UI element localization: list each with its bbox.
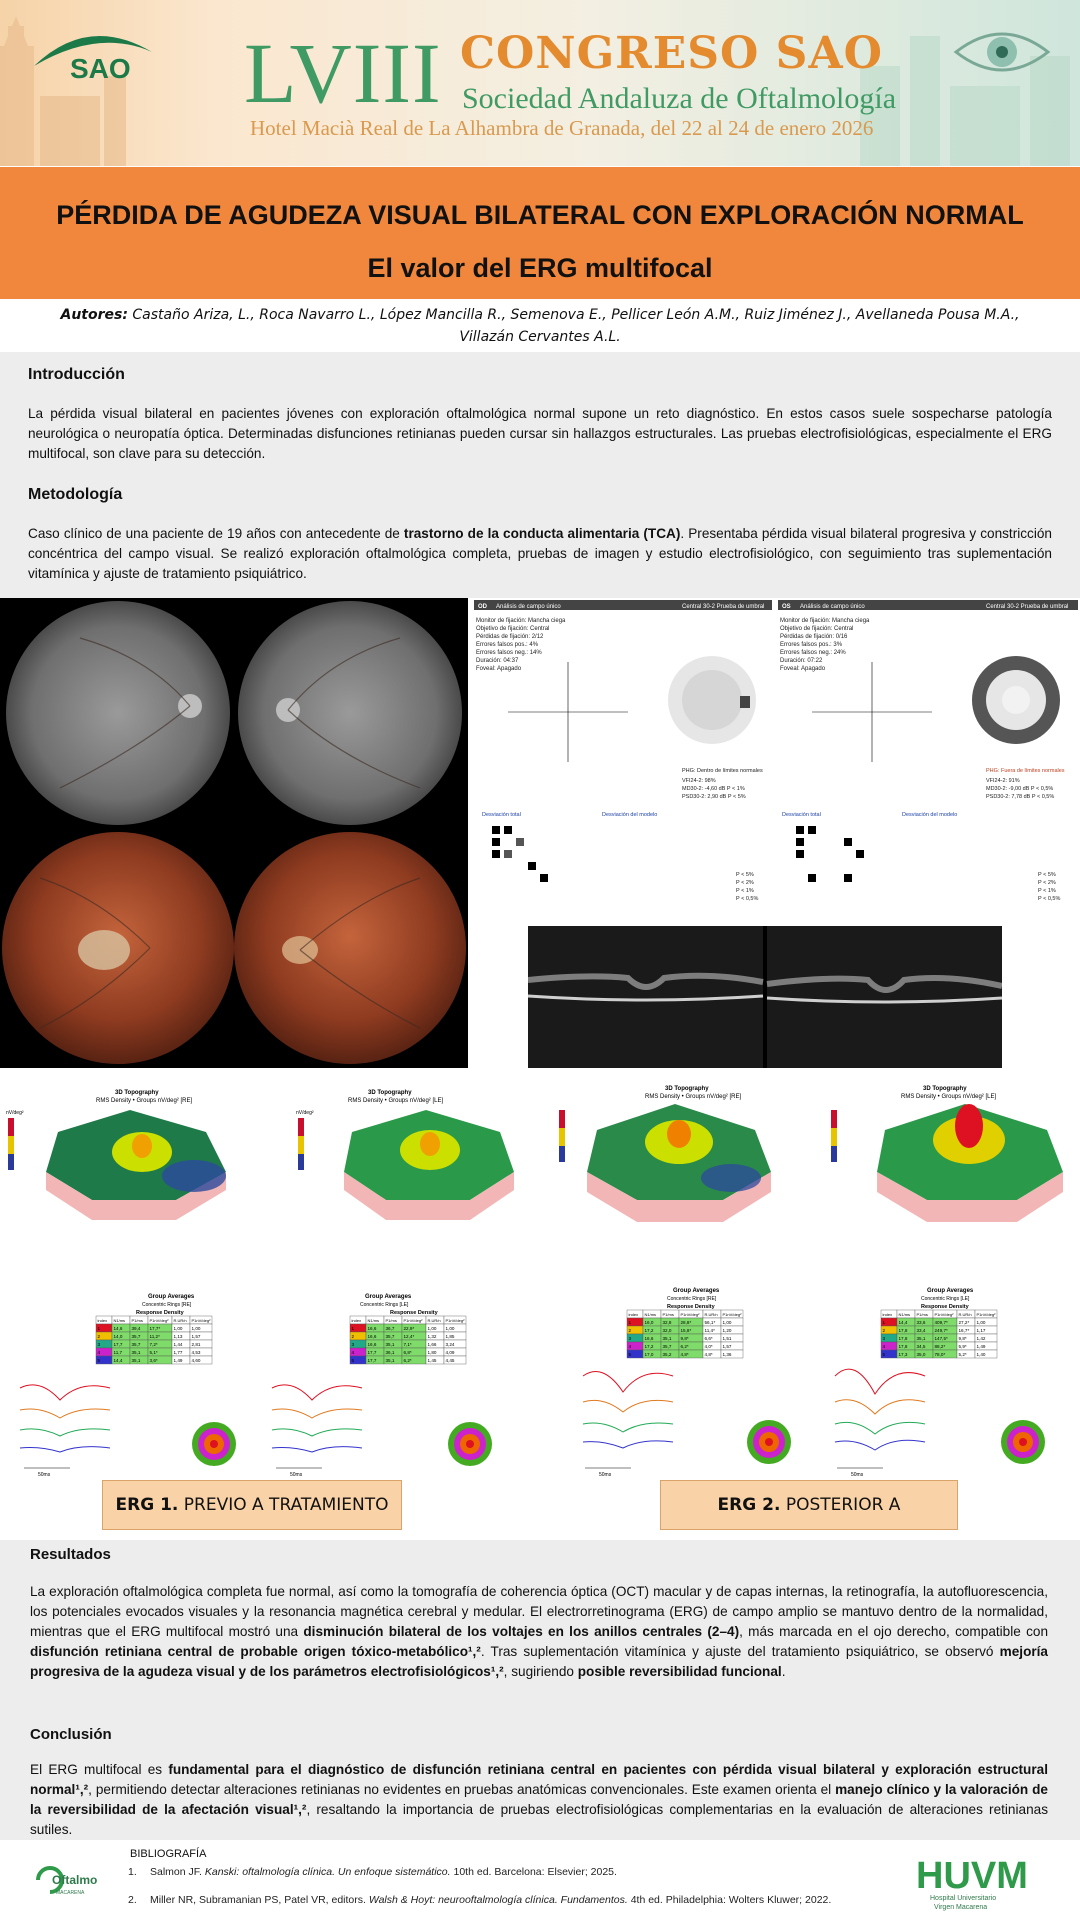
table-cell: 1,85 (445, 1334, 455, 1339)
table-cell: 1,00 (173, 1326, 183, 1331)
huvm-logo-sub: Virgen Macarena (934, 1904, 988, 1911)
methods-text-b: . Presentaba pérdida visual bilateral progresiva y constricción concéntrica del campo visual. Se realizó exploración oftalmológica completa, pruebas de imagen y estudio electrofisiológico, con seguimiento tras suplementación vitamínica y ajuste de tratamiento psiquiátrico. (28, 526, 1052, 581)
table-header-cell: P1/ms (131, 1318, 143, 1323)
table-cell: 35,1 (131, 1350, 141, 1355)
table-cell: 5 (628, 1352, 632, 1357)
table-header-cell: R.UR/n (704, 1312, 718, 1317)
vf-legend: P < 2% (736, 880, 754, 886)
results-heading: Resultados (30, 1546, 111, 1563)
table-header-cell: P1nV/deg² (680, 1312, 700, 1317)
mferg-table-le (350, 1310, 466, 1364)
vf-legend: P < 1% (736, 888, 754, 894)
topo-title: 3D Topography (115, 1090, 159, 1096)
table-header-cell: index (97, 1318, 108, 1323)
table-cell: 4 (351, 1350, 355, 1355)
table-header-cell: index (882, 1312, 893, 1317)
table-cell: 17,2 (644, 1328, 654, 1333)
vf-os-field: Monitor de fijación: Mancha ciega (780, 618, 870, 624)
group-subtitle: Concentric Rings [LE] (921, 1296, 970, 1302)
table-header-cell: index (351, 1318, 362, 1323)
vf-os-field: Pérdidas de fijación: 0/16 (780, 634, 848, 640)
table-header-cell: R.UR/n (958, 1312, 972, 1317)
table-cell: 32,0 (662, 1328, 672, 1333)
vf-legend: P < 0,5% (1038, 896, 1061, 902)
vf-legend: P < 5% (1038, 872, 1056, 878)
table-cell: 5,2* (958, 1352, 967, 1357)
table-cell: 7,2* (149, 1342, 158, 1347)
table-cell: 1 (351, 1326, 355, 1331)
table-cell: 35,1 (131, 1358, 141, 1363)
topo-title: 3D Topography (923, 1086, 967, 1092)
vf-os-field: Objetivo de fijación: Central (780, 626, 854, 632)
table-cell: 5 (351, 1358, 355, 1363)
table-cell: 35,7 (385, 1334, 395, 1339)
table-cell: 4 (97, 1350, 101, 1355)
table-header-cell: P1/ms (916, 1312, 928, 1317)
table-cell: 35,7 (662, 1344, 672, 1349)
table-cell: 1,13 (173, 1334, 183, 1339)
topo-subtitle: RMS Density • Groups nV/deg² [LE] (348, 1098, 444, 1104)
reference-1: 1. Salmon JF. Kanski: oftalmología clínica. Un enfoque sistemático. 10th ed. Barcelona: Elsevier; 2025. (128, 1866, 617, 1878)
society-name: Sociedad Andaluza de Oftalmología (462, 82, 897, 115)
poster-title: PÉRDIDA DE AGUDEZA VISUAL BILATERAL CON EXPLORACIÓN NORMAL (56, 200, 1024, 230)
table-cell: 4,45 (445, 1358, 455, 1363)
table-title: Response Density (921, 1304, 969, 1310)
mferg-table-re (627, 1304, 743, 1358)
table-cell: 17,2 (644, 1344, 654, 1349)
oct-scan-panel (528, 926, 1002, 1068)
topo-title: 3D Topography (368, 1090, 412, 1096)
table-header-cell: N1/ms (113, 1318, 126, 1323)
table-cell: 11,2* (149, 1334, 160, 1339)
table-cell: 7,1* (403, 1342, 412, 1347)
table-cell: 12,4* (403, 1334, 415, 1339)
eye-emblem-icon (952, 22, 1052, 82)
table-cell: 4,09 (445, 1350, 455, 1355)
timebase-label: 50ms (38, 1472, 51, 1478)
table-cell: 1,80 (427, 1350, 437, 1355)
table-cell: 15,8* (680, 1328, 692, 1333)
mferg-table-re (96, 1310, 212, 1364)
vf-od-grayscale (668, 656, 756, 744)
table-cell: 3 (628, 1336, 632, 1341)
table-header-cell: R.UR/n (427, 1318, 441, 1323)
timebase-label: 50ms (599, 1472, 612, 1478)
methods-text-a: Caso clínico de una paciente de 19 años con antecedente de (28, 526, 404, 541)
erg2-caption (660, 1480, 958, 1530)
table-cell: 56,1* (704, 1320, 716, 1325)
table-cell: 39,4 (131, 1326, 141, 1331)
table-cell: 14,4 (898, 1320, 908, 1325)
table-cell: 1,49 (173, 1358, 183, 1363)
group-title: Group Averages (927, 1288, 974, 1294)
table-cell: 1,00 (976, 1320, 986, 1325)
scale-unit: nV/deg² (6, 1110, 24, 1116)
table-cell: 16,7* (958, 1328, 970, 1333)
vf-od-stat: PHG: Dentro de límites normales (682, 768, 763, 774)
table-header-cell: N1/ms (367, 1318, 380, 1323)
table-cell: 9,8* (958, 1336, 967, 1341)
conclusion-heading: Conclusión (30, 1726, 112, 1743)
table-cell: 35,1 (385, 1342, 395, 1347)
vf-od-stat: MD30-2: -4,60 dB P < 1% (682, 786, 745, 792)
vf-os-stat: MD30-2: -9,00 dB P < 0,5% (986, 786, 1054, 792)
table-cell: 17,8 (898, 1336, 908, 1341)
table-cell: 2 (628, 1328, 632, 1333)
table-cell: 17,7 (367, 1358, 377, 1363)
vf-od-field: Foveal: Apagado (476, 666, 522, 672)
methods-text-bold: trastorno de la conducta alimentaria (TCA) (403, 526, 681, 541)
table-cell: 22,9* (403, 1326, 415, 1331)
topo-title: 3D Topography (665, 1086, 709, 1092)
table-cell: 9,8* (680, 1336, 689, 1341)
colorbar-re (8, 1118, 14, 1170)
retinography-left-eye (234, 832, 466, 1064)
table-cell: 5,1* (149, 1350, 158, 1355)
table-cell: 4,53 (191, 1350, 201, 1355)
table-cell: 17,7* (149, 1326, 161, 1331)
table-cell: 4,8* (704, 1352, 713, 1357)
vf-od-program: Central 30-2 Prueba de umbral (682, 604, 765, 610)
table-cell: 35,7 (131, 1342, 141, 1347)
group-subtitle: Concentric Rings [LE] (360, 1302, 409, 1308)
table-cell: 1,45 (427, 1358, 437, 1363)
vf-od-total-dev: Desviación total (482, 812, 521, 818)
reference-2: 2. Miller NR, Subramanian PS, Patel VR, editors. Walsh & Hoyt: neurooftalmología clínica. Fundamentos. 4th ed. Philadelphia: Wolters Kluwer; 2022. (128, 1894, 832, 1906)
table-header-cell: P1/ms (662, 1312, 674, 1317)
table-cell: 2 (97, 1334, 101, 1339)
table-cell: 14,4 (113, 1358, 123, 1363)
vf-od-total-dev-plot (492, 826, 548, 882)
table-cell: 4,60 (191, 1358, 201, 1363)
congress-header (0, 0, 1080, 166)
table-cell: 6,2* (403, 1358, 412, 1363)
vf-od-field: Duración: 04:37 (476, 658, 519, 664)
table-cell: 34,5 (916, 1344, 926, 1349)
hexagon-map-re (192, 1422, 236, 1466)
table-header-cell: N1/ms (898, 1312, 911, 1317)
vf-legend: P < 0,5% (736, 896, 759, 902)
bibliography-heading: BIBLIOGRAFÍA (130, 1848, 207, 1860)
table-cell: 1 (628, 1320, 632, 1325)
vf-os-stat: PSD30-2: 7,78 dB P < 0,5% (986, 794, 1055, 800)
timebase-label: 50ms (851, 1472, 864, 1478)
vf-os-pattern-dev: Desviación del modelo (902, 812, 958, 818)
table-cell: 3,6* (149, 1358, 158, 1363)
scale-unit: nV/deg² (296, 1110, 314, 1116)
table-cell: 3 (97, 1342, 101, 1347)
table-cell: 35,2 (662, 1352, 672, 1357)
table-cell: 6,8* (403, 1350, 412, 1355)
vf-os-header: Análisis de campo único (800, 604, 865, 610)
table-cell: 35,1 (916, 1336, 926, 1341)
congress-number: LVIII (244, 25, 442, 121)
table-cell: 17,8 (898, 1344, 908, 1349)
group-subtitle: Concentric Rings [RE] (667, 1296, 717, 1302)
table-cell: 147,5* (934, 1336, 948, 1341)
table-header-cell: P1nV/deg² (722, 1312, 742, 1317)
topo-subtitle: RMS Density • Groups nV/deg² [LE] (901, 1094, 997, 1100)
vf-od-stat: VFI24-2: 98% (682, 778, 716, 784)
sao-logo (28, 22, 158, 82)
erg1-panel (0, 1080, 518, 1478)
table-cell: 17,7 (113, 1342, 123, 1347)
table-cell: 36,7 (385, 1326, 395, 1331)
table-cell: 33,6 (916, 1320, 926, 1325)
vf-legend: P < 5% (736, 872, 754, 878)
topo-subtitle: RMS Density • Groups nV/deg² [RE] (645, 1094, 742, 1100)
table-cell: 16,0 (644, 1320, 654, 1325)
erg2-caption-text: POSTERIOR A (785, 1495, 901, 1515)
table-header-cell: P1/ms (385, 1318, 397, 1323)
table-cell: 33,4 (916, 1328, 926, 1333)
huvm-logo-text: HUVM (916, 1855, 1028, 1897)
intro-heading: Introducción (28, 366, 125, 383)
fundus-images-panel (0, 598, 468, 1068)
erg1-caption (102, 1480, 402, 1530)
vf-os-field: Errores falsos pos.: 3% (780, 642, 843, 648)
authors-label: Autores: (60, 307, 128, 323)
table-cell: 2 (351, 1334, 355, 1339)
table-header-cell: P1nV/deg² (445, 1318, 465, 1323)
vf-os-stat: PHG: Fuera de límites normales (986, 768, 1065, 774)
hexagon-map-le (448, 1422, 492, 1466)
table-cell: 1,44 (173, 1342, 183, 1347)
hexagon-map-le (1001, 1420, 1045, 1464)
group-title: Group Averages (673, 1288, 720, 1294)
oct-scan-left-eye (767, 926, 1002, 1068)
autofluorescence-left-eye (238, 601, 462, 825)
vf-os-threshold-grid (812, 662, 932, 762)
table-cell: 1,66 (427, 1342, 437, 1347)
vf-os-field: Duración: 07:22 (780, 658, 823, 664)
colorbar-re (559, 1110, 565, 1162)
table-cell: 2 (882, 1328, 886, 1333)
table-cell: 17,0 (644, 1352, 654, 1357)
table-cell: 249,7* (934, 1328, 948, 1333)
table-header-cell: P1nV/deg² (149, 1318, 169, 1323)
huvm-logo-sub: Hospital Universitario (930, 1895, 997, 1902)
table-header-cell: P1nV/deg² (191, 1318, 211, 1323)
table-header-cell: index (628, 1312, 639, 1317)
oftalmo-macarena-logo (30, 1858, 110, 1904)
table-cell: 1 (882, 1320, 886, 1325)
table-cell: 1,32 (427, 1334, 437, 1339)
vf-os-total-dev-plot (796, 826, 864, 882)
table-cell: 16,6 (367, 1326, 377, 1331)
table-cell: 4,8* (680, 1352, 689, 1357)
vf-os-stat: VFI24-2: 91% (986, 778, 1020, 784)
table-cell: 16,6 (644, 1336, 654, 1341)
authors (40, 304, 1040, 348)
mferg-table-le (881, 1304, 997, 1358)
table-cell: 14,6 (113, 1326, 123, 1331)
table-title: Response Density (136, 1310, 184, 1316)
vf-od-pattern-dev: Desviación del modelo (602, 812, 658, 818)
table-header-cell: N1/ms (644, 1312, 657, 1317)
group-subtitle: Concentric Rings [RE] (142, 1302, 192, 1308)
table-cell: 1 (97, 1326, 101, 1331)
intro-text: La pérdida visual bilateral en pacientes jóvenes con exploración oftalmológica normal supone un reto diagnóstico. En estos casos suele sospecharse patología neurológica o neuropatía óptica. Determinadas disfunciones retinianas pueden cursar sin hallazgos estructurales. Las pruebas electrofisiológicas, especialmente el ERG multifocal, son clave para su detección. (28, 406, 1052, 461)
vf-od-field: Pérdidas de fijación: 2/12 (476, 634, 544, 640)
vf-legend: P < 1% (1038, 888, 1056, 894)
table-cell: 1,42 (976, 1336, 986, 1341)
poster-subtitle: El valor del ERG multifocal (367, 253, 713, 283)
table-cell: 35,1 (385, 1358, 395, 1363)
vf-od-header: Análisis de campo único (496, 604, 561, 610)
table-cell: 16,6 (367, 1342, 377, 1347)
table-cell: 1,49 (976, 1344, 986, 1349)
oftalmo-logo-sub: MACARENA (56, 1890, 85, 1896)
table-cell: 27,2* (958, 1320, 970, 1325)
table-cell: 4 (628, 1344, 632, 1349)
oftalmo-logo-text: Oftalmo (52, 1873, 98, 1887)
vf-os-total-dev: Desviación total (782, 812, 821, 818)
table-title: Response Density (667, 1304, 715, 1310)
erg1-caption-bold: ERG 1. (115, 1495, 179, 1515)
table-cell: 1,20 (722, 1328, 732, 1333)
table-cell: 28,8* (680, 1320, 692, 1325)
table-cell: 3 (351, 1342, 355, 1347)
table-cell: 35,1 (662, 1336, 672, 1341)
table-cell: 1,40 (976, 1352, 986, 1357)
table-cell: 17,7 (367, 1350, 377, 1355)
vf-os-grayscale (972, 656, 1060, 744)
table-header-cell: P1nV/deg² (934, 1312, 954, 1317)
visual-field-panel (472, 598, 1080, 916)
table-cell: 32,8 (662, 1320, 672, 1325)
erg2-panel (555, 1080, 1080, 1478)
table-cell: 5,9* (958, 1344, 967, 1349)
vf-od-stat: PSD30-2: 2,90 dB P < 5% (682, 794, 746, 800)
table-cell: 1,77 (173, 1350, 183, 1355)
vf-od-field: Monitor de fijación: Mancha ciega (476, 618, 566, 624)
table-cell: 1,00 (445, 1326, 455, 1331)
table-cell: 17,8 (898, 1328, 908, 1333)
table-cell: 88,2* (934, 1344, 946, 1349)
table-header-cell: P1nV/deg² (976, 1312, 996, 1317)
colorbar-le (298, 1118, 304, 1170)
vf-od-eye: OD (478, 604, 487, 610)
table-cell: 3 (882, 1336, 886, 1341)
erg2-caption-bold: ERG 2. (717, 1495, 781, 1515)
conclusion-text: El ERG multifocal es fundamental para el diagnóstico de disfunción retiniana central en pacientes con pérdida visual bilateral y exploración estructural normal¹,², permitiendo detectar alteraciones retinianas no evidentes en pruebas anatómicas convencionales. Este examen orienta el manejo clínico y la valoración de la reversibilidad de la afectación visual¹,², resaltando la importancia de pruebas electrofisiológicas complementarias en la evaluación de alteraciones retinianas sutiles. (30, 1762, 1048, 1837)
table-cell: 11,7 (113, 1350, 123, 1355)
table-cell: 11,4* (704, 1328, 715, 1333)
huvm-hospital-logo (912, 1852, 1032, 1914)
table-cell: 1,00 (191, 1326, 201, 1331)
congress-title: CONGRESO SAO (460, 28, 883, 79)
vf-os-field: Errores falsos neg.: 24% (780, 650, 846, 656)
erg1-caption-text: PREVIO A TRATAMIENTO (178, 1495, 389, 1515)
vf-od-field: Objetivo de fijación: Central (476, 626, 550, 632)
table-cell: 2,81 (191, 1342, 201, 1347)
hexagon-map-re (747, 1420, 791, 1464)
table-cell: 4,0* (704, 1344, 713, 1349)
methods-heading: Metodología (28, 486, 123, 503)
table-cell: 16,6 (367, 1334, 377, 1339)
table-cell: 36,1 (385, 1350, 395, 1355)
topo-subtitle: RMS Density • Groups nV/deg² [RE] (96, 1098, 193, 1104)
results-text: La exploración oftalmológica completa fue normal, así como la tomografía de coherencia óptica (OCT) macular y de capas internas, la retinografía, la autofluorescencia, los potenciales evocados visuales y la resonancia magnética cerebral y medular. El electrorretinograma (ERG) de campo amplio se mantuvo dentro de la normalidad, mientras que el ERG multifocal mostró una disminución bilateral de los voltajes en los anillos centrales (2–4), más marcada en el ojo derecho, compatible con disfunción retiniana central de probable origen tóxico-metabólico¹,². Tras suplementación vitamínica y ajuste del tratamiento psiquiátrico, se observó mejoría progresiva de la agudeza visual y de los parámetros electrofisiológicos¹,², sugiriendo posible reversibilidad funcional. (30, 1584, 1049, 1679)
table-cell: 1,57 (722, 1344, 732, 1349)
methods-text (28, 524, 1052, 584)
table-cell: 1,57 (191, 1334, 201, 1339)
table-cell: 35,7 (131, 1334, 141, 1339)
vf-os-eye: OS (782, 604, 791, 610)
congress-venue: Hotel Macià Real de La Alhambra de Granada, del 22 al 24 de enero 2026 (250, 116, 874, 140)
vf-od-threshold-grid (508, 662, 628, 762)
table-cell: 17,3 (898, 1352, 908, 1357)
table-cell: 1,17 (976, 1328, 986, 1333)
table-cell: 78,0* (934, 1352, 946, 1357)
table-cell: 1,51 (722, 1336, 732, 1341)
vf-os-program: Central 30-2 Prueba de umbral (986, 604, 1069, 610)
group-title: Group Averages (365, 1294, 412, 1300)
table-cell: 5 (882, 1352, 886, 1357)
vf-os-field: Foveal: Apagado (780, 666, 826, 672)
table-cell: 35,0 (916, 1352, 926, 1357)
colorbar-le (831, 1110, 837, 1162)
table-cell: 4 (882, 1344, 886, 1349)
vf-legend: P < 2% (1038, 880, 1056, 886)
table-cell: 6,2* (680, 1344, 689, 1349)
sao-logo-text: SAO (70, 53, 131, 82)
table-cell: 14,0 (113, 1334, 123, 1339)
table-cell: 1,00 (427, 1326, 437, 1331)
table-cell: 3,24 (445, 1342, 455, 1347)
table-header-cell: P1nV/deg² (403, 1318, 423, 1323)
table-cell: 5 (97, 1358, 101, 1363)
table-title: Response Density (390, 1310, 438, 1316)
table-cell: 6,6* (704, 1336, 713, 1341)
table-cell: 1,36 (722, 1352, 732, 1357)
timebase-label: 50ms (290, 1472, 303, 1478)
table-cell: 1,00 (722, 1320, 732, 1325)
table-header-cell: R.UR/n (173, 1318, 187, 1323)
group-title: Group Averages (148, 1294, 195, 1300)
table-cell: 409,7* (934, 1320, 948, 1325)
vf-od-field: Errores falsos pos.: 4% (476, 642, 539, 648)
vf-od-field: Errores falsos neg.: 14% (476, 650, 542, 656)
authors-names: Castaño Ariza, L., Roca Navarro L., López Mancilla R., Semenova E., Pellicer León A.M., Ruiz Jiménez J., Avellaneda Pousa M.A., Villazán Cervantes A.L. (132, 307, 1020, 345)
